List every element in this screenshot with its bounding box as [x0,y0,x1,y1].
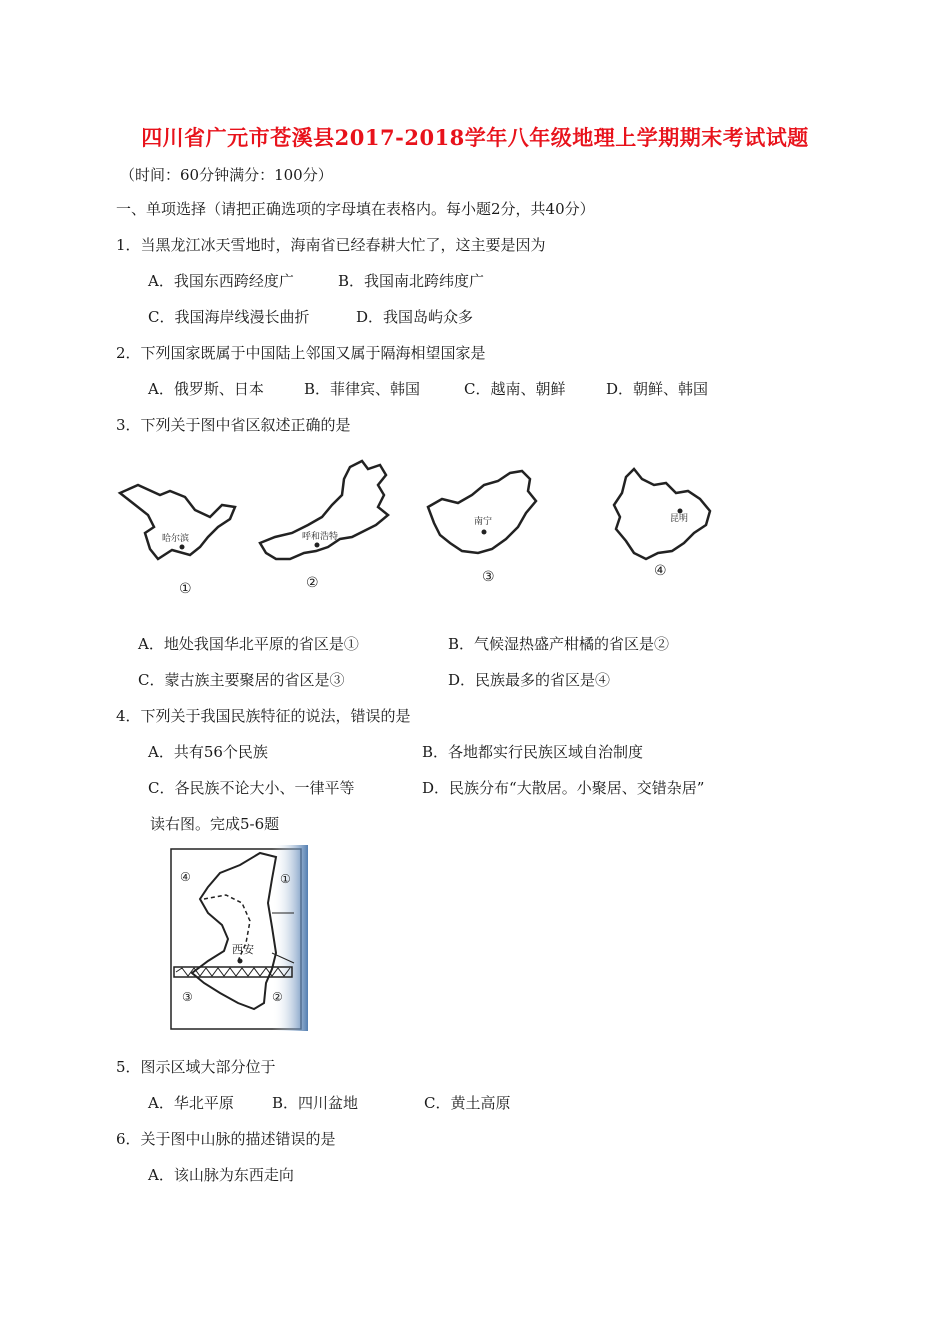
question-2-option-d: D．朝鲜、韩国 [606,380,709,398]
map56-label-1: ① [280,872,291,886]
question-1-option-c: C．我国海岸线漫长曲折 [148,308,310,326]
page-title: 四川省广元市苍溪县2017-2018学年八年级地理上学期期末考试试题 [141,125,809,150]
question-4-option-b: B．各地都实行民族区域自治制度 [422,743,644,761]
section-heading: 一、单项选择（请把正确选项的字母填在表格内。每小题2分，共40分） [116,200,595,218]
map-4-city-label: 昆明 [670,514,689,524]
read-figure-note: 读右图。完成5-6题 [150,815,280,833]
question-3-option-b: B．气候湿热盛产柑橘的省区是② [448,635,670,653]
question-4-option-c: C．各民族不论大小、一律平等 [148,779,355,797]
question-1-option-d: D．我国岛屿众多 [356,308,474,326]
question-4-stem: 4．下列关于我国民族特征的说法，错误的是 [116,707,411,725]
map-2-city-label: 呼和浩特 [302,532,339,542]
question-4-option-d: D．民族分布“大散居。小聚居、交错杂居” [422,779,705,797]
map-1-number: ① [179,581,192,597]
question-2-option-c: C．越南、朝鲜 [464,380,566,398]
map-3-number: ③ [482,569,495,585]
question-2-option-a: A．俄罗斯、日本 [148,380,264,398]
map56-label-2: ② [272,990,283,1004]
question-3-option-a: A．地处我国华北平原的省区是① [138,635,359,653]
region-map-figure [168,843,308,1031]
question-5-option-a: A．华北平原 [148,1094,234,1112]
question-2-option-b: B．菲律宾、韩国 [304,380,421,398]
question-1-stem: 1．当黑龙江冰天雪地时，海南省已经春耕大忙了，这主要是因为 [116,236,546,254]
question-5-stem: 5．图示区域大部分位于 [116,1058,276,1076]
province-maps-figure [110,455,730,605]
question-2-stem: 2．下列国家既属于中国陆上邻国又属于隔海相望国家是 [116,344,486,362]
exam-info: （时间：60分钟满分：100分） [120,166,333,184]
question-1-option-b: B．我国南北跨纬度广 [338,272,485,290]
question-4-option-a: A．共有56个民族 [148,743,268,761]
question-5-option-c: C．黄土高原 [424,1094,511,1112]
map-3-city-label: 南宁 [474,517,493,527]
map-4-number: ④ [654,563,667,579]
question-6-stem: 6．关于图中山脉的描述错误的是 [116,1130,336,1148]
map56-label-3: ③ [182,990,193,1004]
map-2-number: ② [306,575,319,591]
map-1-city-label: 哈尔滨 [162,534,190,544]
map56-label-4: ④ [180,870,191,884]
question-5-option-b: B．四川盆地 [272,1094,359,1112]
question-6-option-a: A．该山脉为东西走向 [148,1166,294,1184]
question-3-option-d: D．民族最多的省区是④ [448,671,611,689]
question-3-stem: 3．下列关于图中省区叙述正确的是 [116,416,351,434]
map56-city-label: 西安 [232,943,254,956]
question-1-option-a: A．我国东西跨经度广 [148,272,294,290]
question-3-option-c: C．蒙古族主要聚居的省区是③ [138,671,345,689]
